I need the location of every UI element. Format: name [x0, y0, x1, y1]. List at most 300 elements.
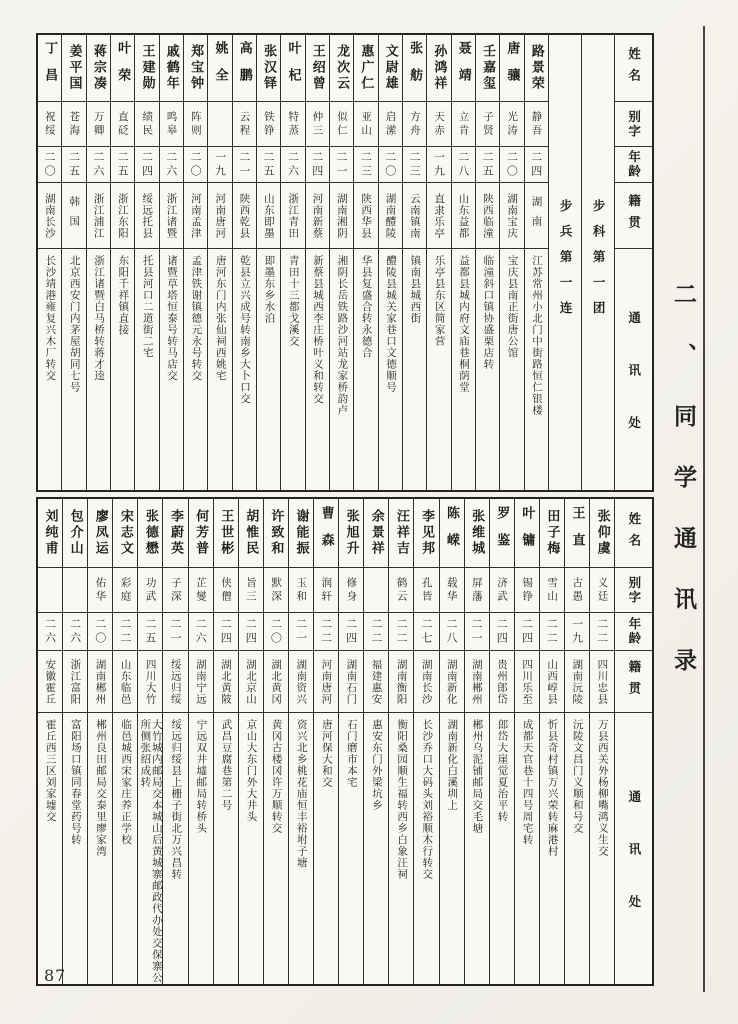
person-column — [353, 35, 377, 490]
native-place-cell-text: 陕西临潼 — [481, 192, 494, 239]
courtesy-name-cell — [63, 567, 87, 612]
unit-label-column — [581, 35, 614, 490]
courtesy-name-cell — [38, 567, 62, 612]
address-cell — [239, 712, 263, 984]
native-place-cell-text: 湖南资兴 — [295, 658, 308, 705]
name-cell — [38, 35, 61, 101]
native-place-cell — [379, 182, 402, 248]
native-place-cell-text: 浙江东阳 — [116, 192, 129, 239]
age-cell-text: 二六 — [194, 617, 208, 646]
native-place-cell — [403, 182, 426, 248]
person-column — [378, 35, 402, 490]
address-cell — [257, 248, 280, 490]
unit-label-column — [548, 35, 581, 490]
person-column — [62, 499, 87, 984]
age-cell — [306, 146, 329, 182]
name-cell — [414, 499, 438, 567]
address-cell — [214, 712, 238, 984]
native-place-cell-text: 山东临邑 — [119, 658, 132, 705]
name-cell — [233, 35, 256, 101]
name-cell — [490, 499, 514, 567]
courtesy-name-cell — [339, 567, 363, 612]
person-column — [159, 35, 183, 490]
header-native-place-cell — [615, 182, 652, 248]
courtesy-name-cell-text: 芷燮 — [194, 576, 207, 604]
age-cell — [239, 612, 263, 650]
age-cell — [490, 612, 514, 650]
header-label: 通讯处 — [626, 310, 642, 469]
native-place-cell-text: 山西崞县 — [546, 658, 559, 705]
courtesy-name-cell — [590, 567, 614, 612]
name-cell-text: 唐骧 — [504, 41, 520, 95]
courtesy-name-cell-text: 雪山 — [546, 576, 559, 604]
address-cell-text: 孟津铁谢镇德元永号转交 — [190, 255, 203, 382]
native-place-cell — [189, 650, 213, 712]
name-cell-text: 王直 — [569, 506, 585, 560]
age-cell — [403, 146, 426, 182]
person-column — [110, 35, 134, 490]
courtesy-name-cell — [306, 101, 329, 146]
name-cell-text: 壬嘉玺 — [480, 44, 496, 92]
age-cell-text: 二一 — [470, 617, 484, 646]
courtesy-name-cell-text: 亚山 — [360, 110, 373, 138]
header-label: 年龄 — [626, 617, 642, 646]
native-place-cell-text: 湖南长沙 — [420, 658, 433, 705]
native-place-cell-text: 韩国 — [68, 196, 81, 235]
name-cell — [38, 499, 62, 567]
top-roster-table — [36, 33, 654, 492]
age-cell-text: 二〇 — [383, 150, 397, 179]
name-cell — [379, 35, 402, 101]
age-cell — [87, 146, 110, 182]
unit-label-text: 步兵第一连 — [558, 198, 574, 327]
courtesy-name-cell — [239, 567, 263, 612]
address-cell — [476, 248, 499, 490]
age-cell-text: 二二 — [319, 617, 333, 646]
address-cell — [389, 712, 413, 984]
address-cell — [427, 248, 450, 490]
age-cell-text: 二五 — [481, 150, 495, 179]
native-place-cell-text: 绥远归绥 — [169, 658, 182, 705]
address-cell-text: 黄冈古楼冈许万顺转交 — [270, 719, 283, 834]
courtesy-name-cell-text: 旨三 — [245, 576, 258, 604]
bottom-roster-table — [36, 497, 654, 986]
header-column — [614, 35, 652, 490]
age-cell — [565, 612, 589, 650]
person-column — [280, 35, 304, 490]
address-cell — [38, 712, 62, 984]
native-place-cell — [257, 182, 280, 248]
age-cell-text: 二七 — [419, 617, 433, 646]
courtesy-name-cell-text: 佑华 — [94, 576, 107, 604]
age-cell-text: 一九 — [213, 150, 227, 179]
courtesy-name-cell — [540, 567, 564, 612]
native-place-cell-text: 湖南衡阳 — [395, 658, 408, 705]
header-label: 年龄 — [626, 150, 642, 179]
person-column — [256, 35, 280, 490]
page-number: 87 — [44, 966, 67, 985]
age-cell — [289, 612, 313, 650]
native-place-cell — [414, 650, 438, 712]
name-cell-text: 张舫 — [407, 41, 423, 95]
native-place-cell-text: 河南新蔡 — [311, 192, 324, 239]
native-place-cell — [239, 650, 263, 712]
age-cell — [208, 146, 231, 182]
name-cell-text: 高鹏 — [236, 41, 252, 95]
age-cell-text: 二四 — [520, 617, 534, 646]
address-cell — [87, 248, 110, 490]
name-cell-text: 何芳普 — [193, 509, 209, 557]
address-cell-text: 镇南县城西街 — [409, 255, 422, 324]
native-place-cell — [525, 182, 548, 248]
native-place-cell — [565, 650, 589, 712]
address-cell — [264, 712, 288, 984]
person-column — [263, 499, 288, 984]
courtesy-name-cell-text: 侠僧 — [219, 576, 232, 604]
courtesy-name-cell-text: 阵则 — [189, 110, 202, 138]
courtesy-name-cell — [189, 567, 213, 612]
name-cell — [111, 35, 134, 101]
name-cell-text: 曹森 — [318, 506, 334, 560]
address-cell — [364, 712, 388, 984]
name-cell — [525, 35, 548, 101]
courtesy-name-cell-text: 功武 — [144, 576, 157, 604]
courtesy-name-cell — [525, 101, 548, 146]
address-cell-text: 郴州良田邮局交泰里廖家湾 — [94, 719, 107, 857]
address-cell — [233, 248, 256, 490]
courtesy-name-cell — [490, 567, 514, 612]
address-cell — [88, 712, 112, 984]
name-cell — [208, 35, 231, 101]
person-column — [514, 499, 539, 984]
address-cell-text: 长沙靖港雍复兴木厂转交 — [44, 255, 57, 382]
courtesy-name-cell — [113, 567, 137, 612]
name-cell-text: 文尉雄 — [382, 44, 398, 92]
header-age-cell — [615, 146, 652, 182]
name-cell-text: 田子梅 — [544, 509, 560, 557]
person-column — [137, 499, 162, 984]
courtesy-name-cell-text: 绩民 — [141, 110, 154, 138]
address-cell-text: 临潼斜口镇协盛栗店转 — [482, 255, 495, 370]
age-cell — [339, 612, 363, 650]
courtesy-name-cell-text: 直砭 — [116, 110, 129, 138]
age-cell-text: 二三 — [359, 150, 373, 179]
native-place-cell — [38, 182, 61, 248]
courtesy-name-cell — [184, 101, 207, 146]
age-cell-text: 二五 — [116, 150, 130, 179]
name-cell-text: 王绍曾 — [309, 44, 325, 92]
courtesy-name-cell-text: 云程 — [238, 110, 251, 138]
native-place-cell-text: 湖南沅陵 — [571, 658, 584, 705]
name-cell-text: 宋志文 — [117, 509, 133, 557]
address-cell — [354, 248, 377, 490]
native-place-cell-text: 四川忠县 — [596, 658, 609, 705]
age-cell-text: 二〇 — [189, 150, 203, 179]
address-cell-text: 醴陵县城关家巷口文德顺号 — [385, 255, 397, 393]
header-label: 姓名 — [626, 511, 642, 555]
address-cell-text: 托县河口二道街二宅 — [141, 255, 154, 359]
courtesy-name-cell-text: 似仁 — [335, 110, 348, 138]
age-cell — [427, 146, 450, 182]
name-cell — [88, 499, 112, 567]
name-cell — [189, 499, 213, 567]
name-cell — [403, 35, 426, 101]
native-place-cell — [364, 650, 388, 712]
person-column — [338, 499, 363, 984]
name-cell — [62, 35, 85, 101]
native-place-cell-text: 湖南新化 — [445, 658, 458, 705]
native-place-cell — [113, 650, 137, 712]
age-cell-text: 二〇 — [43, 150, 57, 179]
address-cell-text: 东阳千祥镇直接 — [117, 255, 130, 336]
courtesy-name-cell-text: 修身 — [345, 576, 358, 604]
age-cell-text: 二一 — [237, 150, 251, 179]
native-place-cell-text: 湖南郴州 — [470, 658, 483, 705]
name-cell — [590, 499, 614, 567]
name-cell — [354, 35, 377, 101]
address-cell-text: 华县复盛合转永德合 — [360, 255, 373, 359]
courtesy-name-cell-text: 启潆 — [384, 110, 397, 138]
courtesy-name-cell — [379, 101, 402, 146]
person-column — [564, 499, 589, 984]
header-age-cell — [615, 612, 652, 650]
address-cell-text: 沅陵文昌门义顺和号交 — [571, 719, 584, 834]
native-place-cell-text: 河南唐河 — [214, 192, 227, 239]
person-column — [188, 499, 213, 984]
courtesy-name-cell — [38, 101, 61, 146]
native-place-cell — [314, 650, 338, 712]
header-courtesy-name-cell — [615, 567, 652, 612]
age-cell-text: 二一 — [335, 150, 349, 179]
native-place-cell-text: 湖南郴州 — [94, 658, 107, 705]
address-cell — [525, 248, 548, 490]
address-cell — [306, 248, 329, 490]
age-cell — [63, 612, 87, 650]
address-cell — [111, 248, 134, 490]
name-cell — [135, 35, 158, 101]
courtesy-name-cell — [163, 567, 187, 612]
courtesy-name-cell — [62, 101, 85, 146]
address-cell-text: 诸暨草塔恒泰号转马店交 — [166, 255, 179, 382]
courtesy-name-cell-text: 默深 — [270, 576, 283, 604]
native-place-cell-text: 湖南宝庆 — [506, 192, 519, 239]
address-cell — [289, 712, 313, 984]
page-edge-rule — [703, 26, 705, 992]
name-cell-text: 李蔚英 — [168, 509, 184, 557]
name-cell — [184, 35, 207, 101]
name-cell — [113, 499, 137, 567]
native-place-cell — [163, 650, 187, 712]
person-column — [213, 499, 238, 984]
header-label: 别字 — [626, 109, 642, 139]
person-column — [288, 499, 313, 984]
address-cell-text: 郴州乌泥铺邮局交毛塘 — [471, 719, 484, 834]
person-column — [464, 499, 489, 984]
address-cell-text: 长沙乔口大码头刘裕顺木行转交 — [421, 719, 434, 880]
name-cell — [389, 499, 413, 567]
courtesy-name-cell-text: 苍海 — [68, 110, 81, 138]
native-place-cell — [490, 650, 514, 712]
courtesy-name-cell — [208, 101, 231, 146]
address-cell-text: 万县西关外杨柳嘴鸿义生交 — [596, 719, 609, 857]
name-cell — [427, 35, 450, 101]
native-place-cell — [38, 650, 62, 712]
age-cell-text: 二〇 — [269, 617, 283, 646]
address-cell-text: 宁远双井墟邮局转桥头 — [195, 719, 208, 834]
name-cell-text: 刘纯甫 — [42, 509, 58, 557]
header-label: 别字 — [626, 575, 642, 605]
courtesy-name-cell — [314, 567, 338, 612]
courtesy-name-cell-text: 义廷 — [596, 576, 609, 604]
age-cell — [476, 146, 499, 182]
person-column — [329, 35, 353, 490]
native-place-cell-text: 湖南 — [530, 196, 543, 235]
age-cell — [160, 146, 183, 182]
name-cell — [339, 499, 363, 567]
native-place-cell-text: 山东益都 — [457, 192, 470, 239]
address-cell — [281, 248, 304, 490]
name-cell — [289, 499, 313, 567]
courtesy-name-cell-text: 彩庭 — [119, 576, 132, 604]
native-place-cell — [88, 650, 112, 712]
name-cell — [306, 35, 329, 101]
courtesy-name-cell — [135, 101, 158, 146]
native-place-cell — [476, 182, 499, 248]
courtesy-name-cell-text: 立肯 — [457, 110, 470, 138]
courtesy-name-cell-text: 鹤云 — [395, 576, 408, 604]
native-place-cell — [233, 182, 256, 248]
age-cell-text: 二六 — [286, 150, 300, 179]
age-cell-text: 二八 — [456, 150, 470, 179]
native-place-cell-text: 河南唐河 — [320, 658, 333, 705]
unit-label-text: 步科第一团 — [591, 198, 607, 327]
name-cell-text: 龙次云 — [334, 44, 350, 92]
age-cell — [500, 146, 523, 182]
address-cell — [63, 712, 87, 984]
age-cell-text: 二四 — [219, 617, 233, 646]
address-cell — [208, 248, 231, 490]
person-column — [539, 499, 564, 984]
courtesy-name-cell-text: 古愚 — [571, 576, 584, 604]
header-label: 通讯处 — [626, 789, 642, 948]
age-cell-text: 二二 — [369, 617, 383, 646]
address-cell — [452, 248, 475, 490]
address-cell-text: 即墨东乡水泊 — [263, 255, 276, 324]
age-cell — [389, 612, 413, 650]
address-cell — [440, 712, 464, 984]
age-cell — [135, 146, 158, 182]
courtesy-name-cell — [214, 567, 238, 612]
header-label: 姓名 — [626, 46, 642, 90]
age-cell — [62, 146, 85, 182]
courtesy-name-cell — [515, 567, 539, 612]
header-native-place-cell — [615, 650, 652, 712]
native-place-cell-text: 陕西华县 — [360, 192, 373, 239]
courtesy-name-cell-text: 鸣皋 — [165, 110, 178, 138]
age-cell — [233, 146, 256, 182]
person-column — [589, 499, 614, 984]
header-address-cell — [615, 248, 652, 490]
address-cell — [339, 712, 363, 984]
person-column — [499, 35, 523, 490]
address-cell-text: 绥远归绥县上栅子街北万兴昌转 — [170, 719, 183, 880]
address-cell-text: 浙江诸暨白马桥转蒋才逵 — [93, 255, 106, 382]
header-label: 籍贯 — [626, 194, 642, 237]
person-column — [87, 499, 112, 984]
address-cell-text: 唐河保大和交 — [320, 719, 333, 788]
native-place-cell — [138, 650, 162, 712]
address-cell-text: 郎岱大崖觉夏治平转 — [496, 719, 509, 823]
courtesy-name-cell — [414, 567, 438, 612]
name-cell-text: 罗鉴 — [494, 506, 510, 560]
native-place-cell-text: 陕西乾县 — [238, 192, 251, 239]
name-cell-text: 蒋宗凑 — [90, 44, 106, 92]
native-place-cell-text: 贵州郎岱 — [495, 658, 508, 705]
name-cell-text: 郑宝钟 — [188, 44, 204, 92]
header-courtesy-name-cell — [615, 101, 652, 146]
person-column — [232, 35, 256, 490]
address-cell-text: 资兴北乡桃花庙恒丰裕坿子塘 — [295, 719, 308, 869]
person-column — [305, 35, 329, 490]
age-cell-text: 二六 — [43, 617, 57, 646]
address-cell-text: 宝庆县南正街唐公馆 — [506, 255, 519, 359]
courtesy-name-cell — [257, 101, 280, 146]
age-cell-text: 二四 — [495, 617, 509, 646]
address-cell — [163, 712, 187, 984]
native-place-cell-text: 四川乐至 — [521, 658, 534, 705]
unit-label-cell — [549, 35, 581, 490]
name-cell — [330, 35, 353, 101]
person-column — [162, 499, 187, 984]
address-cell-text: 湘阴长岳铁路沙河站龙家桥韵卢 — [336, 255, 349, 416]
person-column — [38, 499, 62, 984]
name-cell — [281, 35, 304, 101]
address-cell-text: 富阳场口镇同春堂药号转 — [69, 719, 82, 846]
age-cell-text: 一九 — [432, 150, 446, 179]
age-cell — [414, 612, 438, 650]
age-cell — [281, 146, 304, 182]
name-cell-text: 王世彬 — [218, 509, 234, 557]
native-place-cell-text: 山东即墨 — [262, 192, 275, 239]
address-cell-text: 临邑城西宋家庄养正学校 — [120, 719, 133, 846]
courtesy-name-cell — [403, 101, 426, 146]
address-cell — [414, 712, 438, 984]
name-cell — [160, 35, 183, 101]
name-cell-text: 张德懋 — [142, 509, 158, 557]
address-cell — [135, 248, 158, 490]
address-cell-text: 唐河东门内张仙祠西姚宅 — [214, 255, 227, 382]
name-cell-text: 姚全 — [212, 41, 228, 95]
courtesy-name-cell-text: 仲三 — [311, 110, 324, 138]
person-column — [489, 499, 514, 984]
native-place-cell — [515, 650, 539, 712]
name-cell-text: 李见邦 — [418, 509, 434, 557]
courtesy-name-cell — [330, 101, 353, 146]
address-cell — [189, 712, 213, 984]
age-cell-text: 二二 — [118, 617, 132, 646]
address-cell-text: 新蔡县城西李庄桥叶义和转交 — [312, 255, 325, 405]
age-cell — [38, 146, 61, 182]
name-cell-text: 胡惟民 — [243, 509, 259, 557]
name-cell — [163, 499, 187, 567]
native-place-cell — [264, 650, 288, 712]
courtesy-name-cell-text: 济武 — [495, 576, 508, 604]
age-cell-text: 二四 — [529, 150, 543, 179]
name-cell — [565, 499, 589, 567]
age-cell — [113, 612, 137, 650]
address-cell — [540, 712, 564, 984]
person-column — [183, 35, 207, 490]
